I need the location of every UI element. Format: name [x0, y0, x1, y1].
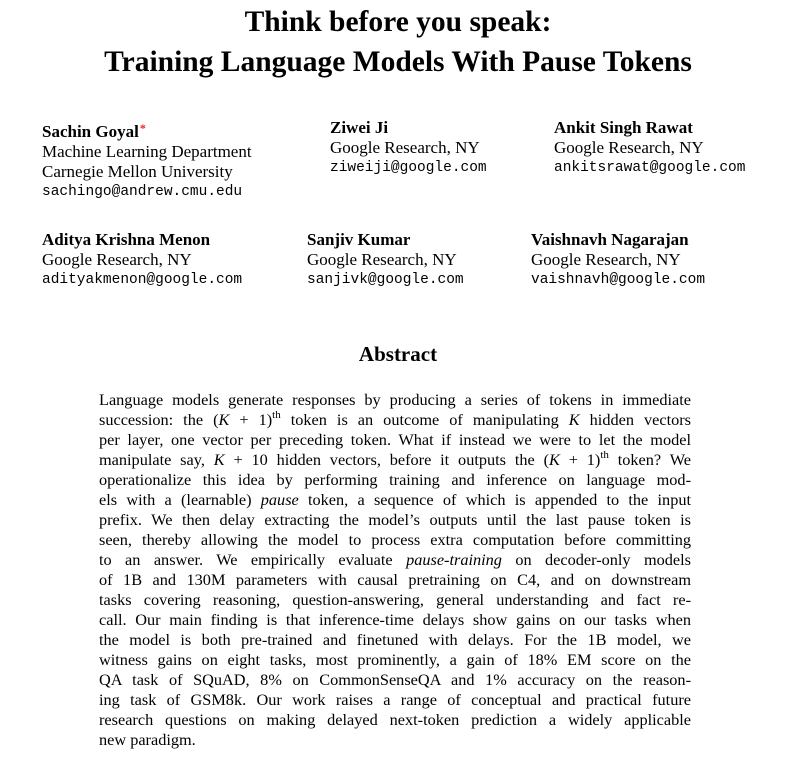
abstract-line: els with a (learnable) pause token, a sequence of which is appended to the input: [99, 490, 691, 509]
author-email[interactable]: sachingo@andrew.cmu.edu: [42, 184, 243, 200]
author-name: Sanjiv Kumar: [307, 230, 411, 249]
abstract-line: ing task of GSM8k. Our work raises a range of conceptual and practical future: [99, 690, 691, 709]
paper-title: [0, 2, 796, 82]
corresponding-author-marker: *: [139, 121, 146, 135]
author-name: Vaishnavh Nagarajan: [531, 230, 689, 249]
title-line-2: Training Language Models With Pause Tokens: [104, 46, 692, 78]
abstract-line: manipulate say, K + 10 hidden vectors, before it outputs the $(K + 1)^{th}$ token? We: [99, 449, 691, 469]
abstract-line: QA task of SQuAD, 8% on CommonSenseQA and 1% accuracy on the reason-: [99, 670, 691, 689]
abstract-line: per layer, one vector per preceding token. What if instead we were to let the model: [99, 430, 691, 449]
author-block: [42, 118, 252, 202]
author-email[interactable]: sanjivk@google.com: [307, 272, 464, 288]
abstract-line: witness gains on eight tasks, most prominently, a gain of 18% EM score on the: [99, 650, 691, 669]
abstract-line: the model is both pre-trained and finetuned with delays. For the 1B model, we: [99, 630, 691, 649]
author-block: [531, 230, 705, 290]
abstract-line: to an answer. We empirically evaluate pause-training on decoder-only models: [99, 550, 691, 569]
author-email[interactable]: vaishnavh@google.com: [531, 272, 706, 288]
author-affiliation: Google Research, NY: [554, 138, 704, 157]
author-affiliation: Google Research, NY: [42, 250, 192, 269]
author-name: Aditya Krishna Menon: [42, 230, 211, 249]
abstract-line: new paradigm.: [99, 730, 196, 749]
author-email[interactable]: ziweiji@google.com: [330, 160, 487, 176]
author-affiliation: Google Research, NY: [330, 138, 480, 157]
abstract-line: call. Our main finding is that inference-time delays show gains on our tasks when: [99, 610, 691, 629]
abstract-line: operationalize this idea by performing training and inference on language mod-: [99, 470, 691, 489]
author-name: Ankit Singh Rawat: [554, 118, 693, 137]
author-email[interactable]: ankitsrawat@google.com: [554, 160, 746, 176]
abstract-line: of 1B and 130M parameters with causal pretraining on C4, and on downstream: [99, 570, 691, 589]
abstract-line: Language models generate responses by producing a series of tokens in immediate: [99, 390, 691, 409]
author-affiliation: Google Research, NY: [531, 250, 681, 269]
abstract-line: seen, thereby allowing the model to process extra computation before committing: [99, 530, 691, 549]
abstract-line: research questions on making delayed next-token prediction a widely applicable: [99, 710, 691, 729]
author-block: [307, 230, 464, 290]
author-affiliation: Machine Learning Department: [42, 142, 252, 161]
author-name: Sachin Goyal*: [42, 121, 146, 141]
abstract-heading: Abstract: [358, 342, 438, 366]
author-block: [330, 118, 487, 178]
author-block: [554, 118, 745, 178]
author-block: [42, 230, 242, 290]
abstract-line: tasks covering reasoning, question-answering, general understanding and fact re-: [99, 590, 691, 609]
title-line-1: Think before you speak:: [244, 6, 552, 38]
abstract-line: succession: the $(K + 1)^{th}$ token is an outcome of manipulating K hidden vectors: [99, 409, 691, 429]
abstract-line: prefix. We then delay extracting the model’s outputs until the last pause token is: [99, 510, 691, 529]
author-email[interactable]: adityakmenon@google.com: [42, 272, 243, 288]
author-affiliation: Carnegie Mellon University: [42, 162, 233, 181]
author-name: Ziwei Ji: [330, 118, 389, 137]
author-affiliation: Google Research, NY: [307, 250, 457, 269]
